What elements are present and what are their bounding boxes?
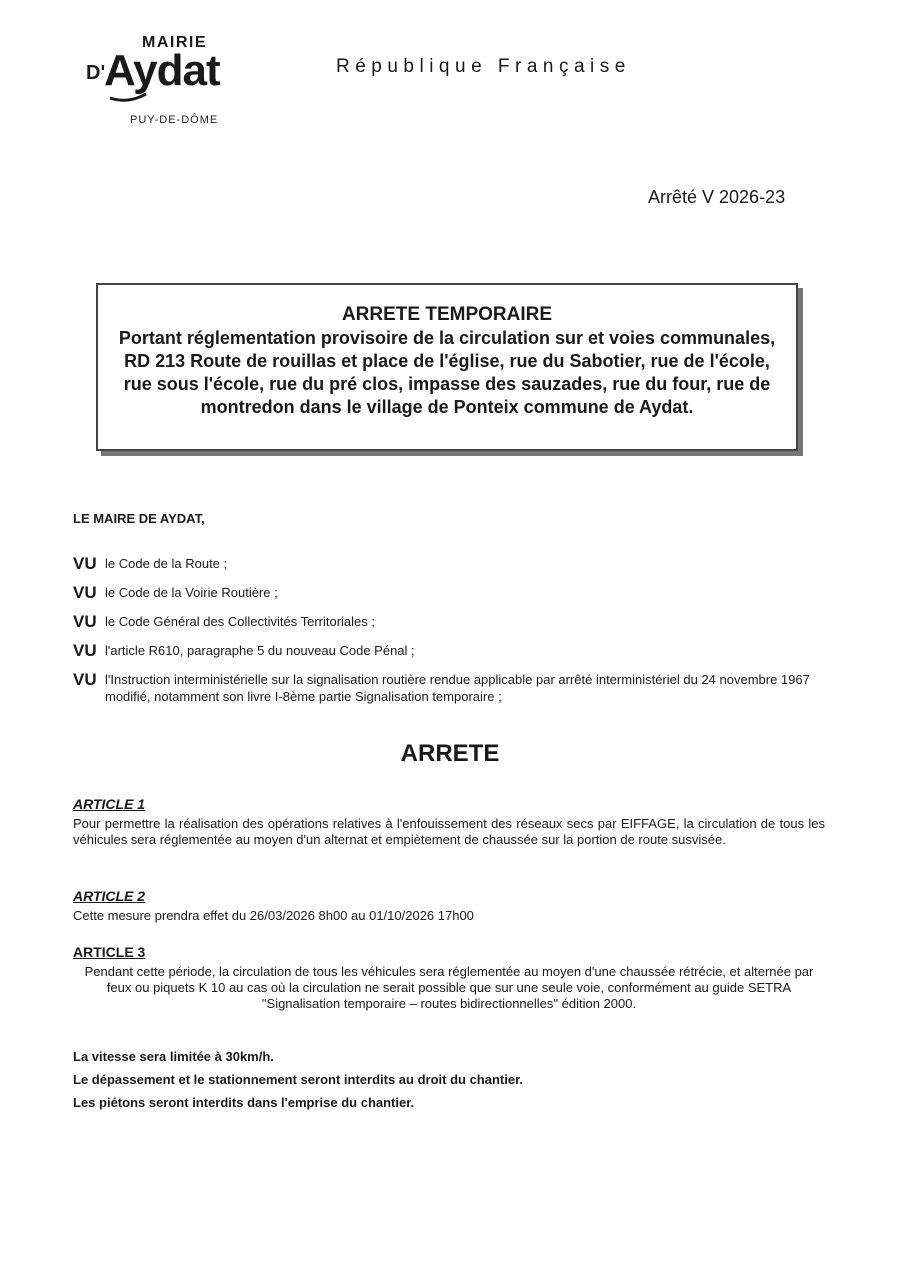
article-2 — [73, 888, 825, 924]
article-1 — [73, 796, 825, 848]
article-2-heading: ARTICLE 2 — [73, 888, 146, 904]
vu-text: le Code Général des Collectivités Territoriales ; — [105, 614, 375, 629]
vu-text: le Code de la Route ; — [105, 556, 228, 571]
vu-item — [73, 584, 833, 601]
article-3-text: Pendant cette période, la circulation de tous les véhicules sera réglementée au moyen d'une chaussée rétrécie, et alternée par feux ou piquets K 10 au cas où la circulation ne serait possible que sur une seule voie, conformément au guide SETRA "Signalisation temporaire – routes bidirectionnelles" édition 2000. — [84, 964, 814, 1011]
arrete-number: Arrêté V 2026-23 — [648, 187, 786, 207]
vu-text: l'Instruction interministérielle sur la signalisation routière rendue applicable par arrêté interministériel du 24 novembre 1967 modifié, notamment son livre I-8ème partie Signalisation temporaire ; — [105, 672, 810, 704]
republique-francaise: République Française — [336, 56, 631, 77]
vu-text: l'article R610, paragraphe 5 du nouveau Code Pénal ; — [105, 643, 415, 658]
title-box-title: ARRETE TEMPORAIRE — [341, 304, 553, 325]
vu-label: VU — [73, 554, 97, 573]
vu-label: VU — [73, 612, 97, 631]
vu-list — [73, 555, 833, 717]
vu-item — [73, 642, 833, 659]
article-1-text: Pour permettre la réalisation des opérations relatives à l'enfouissement des réseaux secs par EIFFAGE, la circulation de tous les véhicules sera réglementée au moyen d'un alternat et empiètement de chaussée sur la portion de route susvisée. — [73, 816, 825, 847]
vu-label: VU — [73, 641, 97, 660]
arrete-heading: ARRETE — [400, 740, 500, 767]
title-box — [96, 283, 798, 451]
pedestrians-line: Les piétons seront interdits dans l'emprise du chantier. — [73, 1095, 415, 1110]
final-provisions — [73, 1045, 523, 1114]
article-3-heading: ARTICLE 3 — [73, 944, 146, 960]
title-box-subtitle: Portant réglementation provisoire de la circulation sur et voies communales, RD 213 Route de rouillas et place de l'église, rue du Sabotier, rue de l'école, rue sous l'école, rue du pré clos, impasse des sauzades, rue du four, rue de montredon dans le village de Ponteix commune de Aydat. — [118, 328, 776, 417]
vu-item — [73, 671, 833, 705]
overtaking-parking-line: Le dépassement et le stationnement seront interdits au droit du chantier. — [73, 1072, 524, 1087]
vu-item — [73, 613, 833, 630]
logo-swoosh-icon — [108, 90, 148, 104]
article-2-text: Cette mesure prendra effet du 26/03/2026 8h00 au 01/10/2026 17h00 — [73, 908, 474, 923]
maire-heading: LE MAIRE DE AYDAT, — [73, 511, 205, 526]
logo-name: Aydat — [104, 46, 220, 95]
speed-limit-line: La vitesse sera limitée à 30km/h. — [73, 1049, 274, 1064]
vu-label: VU — [73, 670, 97, 689]
vu-label: VU — [73, 583, 97, 602]
vu-item — [73, 555, 833, 572]
article-3 — [73, 944, 825, 1012]
logo-mairie-text: MAIRIE — [142, 34, 207, 51]
logo-prefix: D' — [86, 62, 106, 84]
vu-text: le Code de la Voirie Routière ; — [105, 585, 278, 600]
aydat-logo — [86, 32, 266, 132]
article-1-heading: ARTICLE 1 — [73, 796, 146, 812]
logo-department: PUY-DE-DÔME — [130, 114, 219, 126]
